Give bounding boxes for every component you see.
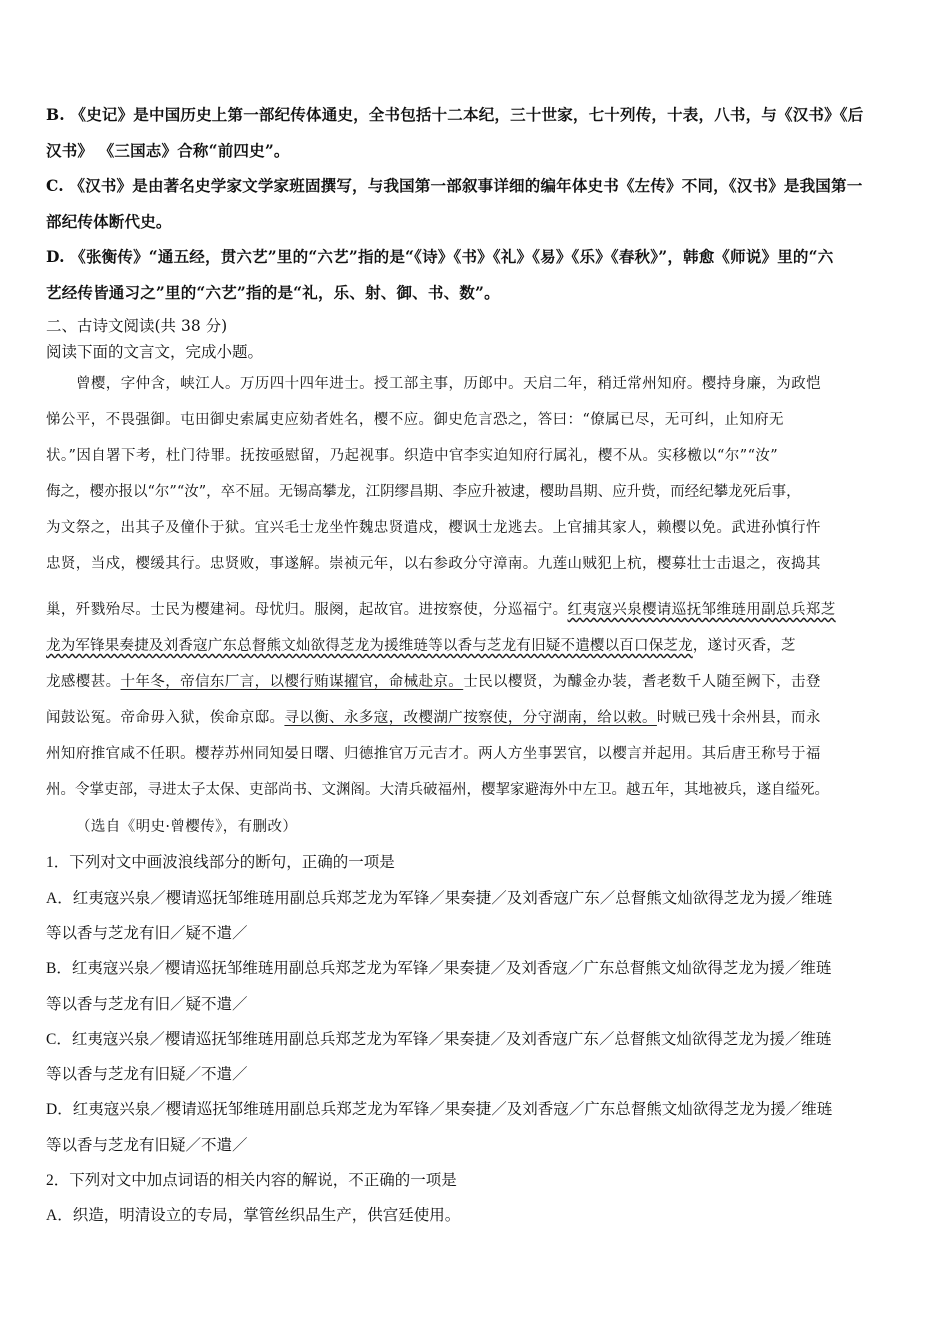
passage-line-9-plain-a: 龙感樱甚。 bbox=[46, 674, 121, 690]
passage-line-6: 忠贤，当戍，樱缓其行。忠贤败，事遂解。崇祯元年，以右参政分守漳南。九莲山贼犯上杭，樱募壮士击退之，夜捣其 bbox=[46, 556, 821, 572]
passage-line-10-plain-b: 时贼已残十余州县，而永 bbox=[656, 710, 821, 726]
passage-line-11: 州知府推官咸不任职。樱荐苏州同知晏日曙、归德推官万元吉才。两人方坐事罢官，以樱言并起用。其后唐王称号于福 bbox=[46, 746, 821, 762]
option-b-line-2: 汉书》 《三国志》合称“前四史”。 bbox=[46, 141, 290, 160]
section-heading: 二、古诗文阅读(共 38 分) bbox=[46, 317, 228, 335]
passage-line-12: 州。令掌吏部，寻进太子太保、吏部尚书、文渊阁。大清兵破福州，樱挈家避海外中左卫。越五年，其地被兵，遂自缢死。 bbox=[46, 782, 829, 798]
passage-source: （选自《明史·曾樱传》，有删改） bbox=[76, 819, 298, 835]
question-1-option-b-line-1: B．红夷寇兴泉／樱请巡抚邹维琏用副总兵郑芝龙为军锋／果奏捷／及刘香寇／广东总督熊文灿欲得芝龙为援／维琏 bbox=[46, 960, 832, 977]
section-instruction: 阅读下面的文言文，完成小题。 bbox=[46, 343, 264, 361]
passage-line-3: 状。”因自署下考，杜门待罪。抚按亟慰留，乃起视事。织造中官李实迫知府行属礼，樱不从。实移檄以“尔”“汝” bbox=[46, 448, 779, 464]
passage-line-9-plain-b: 士民以樱贤，为醵金办装，耆老数千人随至阙下，击登 bbox=[463, 674, 821, 690]
wavy-underlined-text-2: 龙为军锋果奏捷及刘香寇广东总督熊文灿欲得芝龙为援维琏等以香与芝龙有旧疑不遣樱以百口保芝龙 bbox=[46, 638, 693, 654]
passage-line-4: 侮之，樱亦报以“尔”“汝”，卒不屈。无锡高攀龙，江阴缪昌期、李应升被逮，樱助昌期、应升赀，而经纪攀龙死后事， bbox=[46, 484, 801, 500]
option-b-line-1: B. 《史记》是中国历史上第一部纪传体通史，全书包括十二本纪，三十世家，七十列传，十表，八书，与《汉书》《后 bbox=[46, 105, 864, 124]
passage-line-1: 曾樱，字仲含，峡江人。万历四十四年进士。授工部主事，历郎中。天启二年，稍迁常州知府。樱持身廉，为政恺 bbox=[76, 376, 821, 392]
wavy-underlined-text-1: 红夷寇兴泉樱请巡抚邹维琏用副总兵郑芝 bbox=[567, 602, 836, 618]
option-d-line-1: D. 《张衡传》“通五经，贯六艺”里的“六艺”指的是“《诗》《书》《礼》《易》《乐》《春秋》”，韩愈《师说》里的“六 bbox=[46, 247, 834, 266]
question-1-option-a-line-2: 等以香与芝龙有旧／疑不遣／ bbox=[46, 925, 248, 942]
question-1-option-c-line-1: C．红夷寇兴泉／樱请巡抚邹维琏用副总兵郑芝龙为军锋／果奏捷／及刘香寇广东／总督熊文灿欲得芝龙为援／维琏 bbox=[46, 1031, 832, 1048]
passage-line-5: 为文祭之，出其子及僮仆于狱。宜兴毛士龙坐忤魏忠贤遣戍，樱讽士龙逃去。上官捕其家人，赖樱以免。武进孙慎行忤 bbox=[46, 520, 821, 536]
question-1-option-a-line-1: A．红夷寇兴泉／樱请巡抚邹维琏用副总兵郑芝龙为军锋／果奏捷／及刘香寇广东／总督熊文灿欲得芝龙为援／维琏 bbox=[46, 890, 833, 907]
passage-line-9 bbox=[46, 670, 821, 691]
option-c-line-2: 部纪传体断代史。 bbox=[46, 212, 172, 231]
question-1-stem: 1．下列对文中画波浪线部分的断句，正确的一项是 bbox=[46, 854, 395, 871]
question-1-option-c-line-2: 等以香与芝龙有旧疑／不遣／ bbox=[46, 1066, 248, 1083]
passage-line-8-plain: ，遂讨灭香，芝 bbox=[692, 638, 796, 654]
question-1-option-d-line-2: 等以香与芝龙有旧疑／不遣／ bbox=[46, 1137, 248, 1154]
question-2-stem: 2．下列对文中加点词语的相关内容的解说，不正确的一项是 bbox=[46, 1172, 457, 1189]
passage-line-10 bbox=[46, 706, 821, 727]
underlined-sentence-1: 十年冬，帝信东厂言，以樱行贿谋擢官，命械赴京。 bbox=[120, 674, 464, 690]
passage-line-7 bbox=[46, 598, 836, 619]
passage-line-10-plain-a: 闻鼓讼冤。帝命毋入狱，俟命京邸。 bbox=[46, 710, 285, 726]
question-2-option-a: A．织造，明清设立的专局，掌管丝织品生产，供宫廷使用。 bbox=[46, 1207, 461, 1224]
question-1-option-b-line-2: 等以香与芝龙有旧／疑不遣／ bbox=[46, 996, 248, 1013]
passage-line-7-plain: 巢，歼戮殆尽。士民为樱建祠。母忧归。服阕，起故官。进按察使，分巡福宁。 bbox=[46, 602, 568, 618]
option-d-line-2: 艺经传皆通习之”里的“六艺”指的是“礼，乐、射、御、书、数”。 bbox=[46, 283, 500, 302]
passage-line-8 bbox=[46, 634, 796, 655]
option-c-line-1: C. 《汉书》是由著名史学家文学家班固撰写，与我国第一部叙事详细的编年体史书《左传》不同，《汉书》是我国第一 bbox=[46, 176, 863, 195]
question-1-option-d-line-1: D．红夷寇兴泉／樱请巡抚邹维琏用副总兵郑芝龙为军锋／果奏捷／及刘香寇／广东总督熊文灿欲得芝龙为援／维琏 bbox=[46, 1101, 833, 1118]
underlined-sentence-2: 寻以衡、永多寇，改樱湖广按察使，分守湖南，给以敕。 bbox=[284, 710, 657, 726]
passage-line-2: 悌公平，不畏强御。屯田御史索属吏应劾者姓名，樱不应。御史危言恐之，答曰：“僚属已尽，无可纠，止知府无 bbox=[46, 412, 784, 428]
